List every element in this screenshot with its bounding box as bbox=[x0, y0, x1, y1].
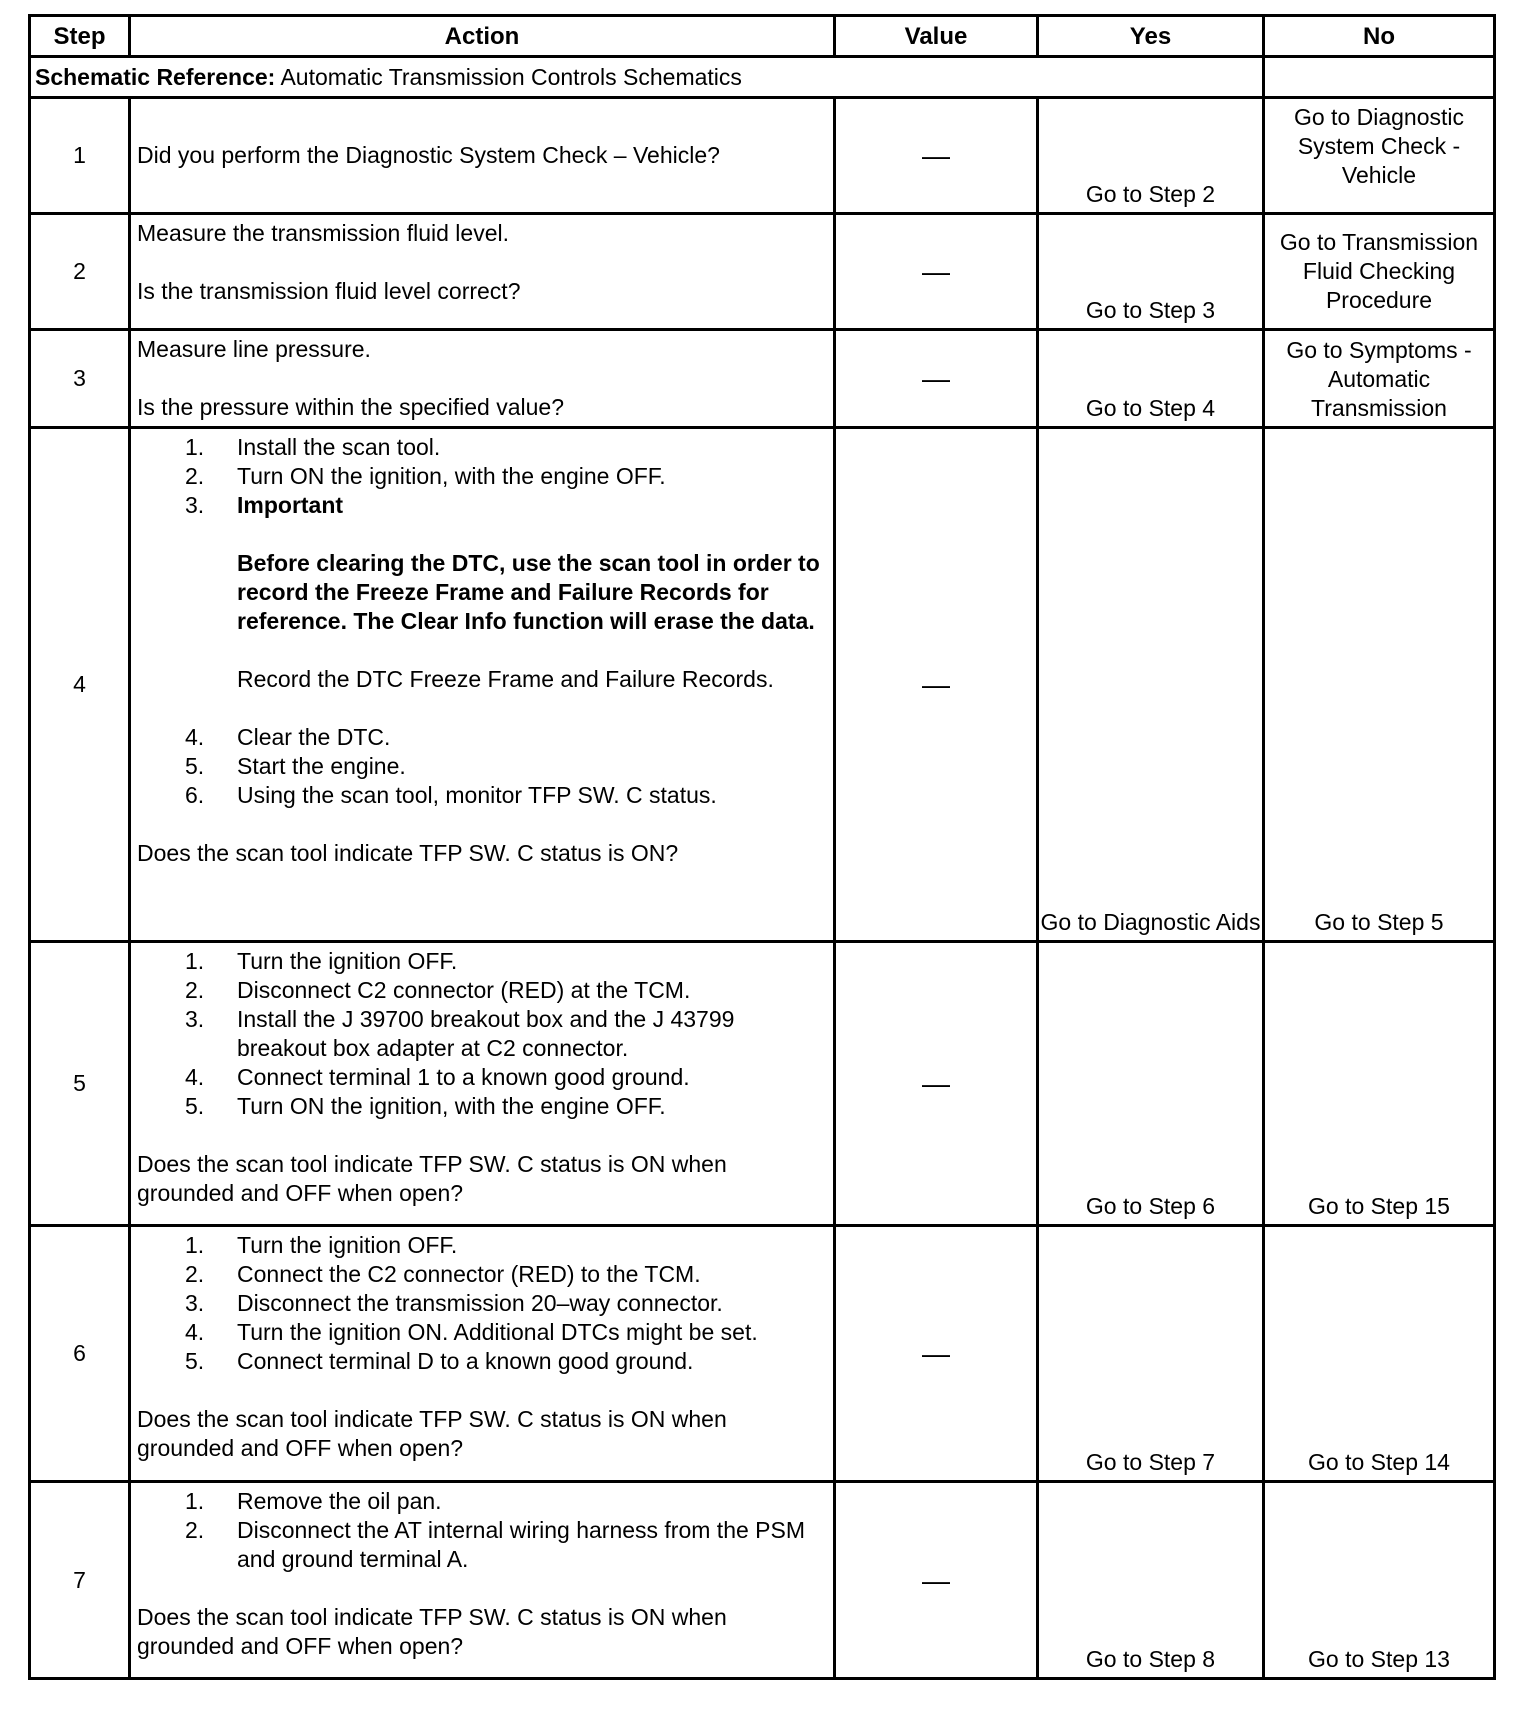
action-steps bbox=[137, 1487, 827, 1574]
action-steps bbox=[137, 947, 827, 1121]
yes-cell: Go to Step 8 bbox=[1038, 1482, 1264, 1679]
list-item-text: Disconnect C2 connector (RED) at the TCM. bbox=[237, 977, 691, 1003]
list-item-text: Install the J 39700 breakout box and the J 43799 breakout box adapter at C2 connector. bbox=[237, 1006, 735, 1061]
list-item: 3. Install the J 39700 breakout box and the J 43799 breakout box adapter at C2 connector. bbox=[185, 1006, 735, 1061]
list-item: 6. Using the scan tool, monitor TFP SW. C status. bbox=[185, 782, 717, 808]
table-row bbox=[30, 98, 1495, 214]
action-question: Does the scan tool indicate TFP SW. C status is ON when grounded and OFF when open? bbox=[137, 1604, 727, 1659]
action-question: Does the scan tool indicate TFP SW. C status is ON when grounded and OFF when open? bbox=[137, 1151, 727, 1206]
value-cell: — bbox=[835, 428, 1038, 942]
list-item-text: Install the scan tool. bbox=[237, 434, 441, 460]
step-number: 3 bbox=[30, 330, 130, 428]
header-yes: Yes bbox=[1038, 16, 1264, 57]
yes-cell: Go to Diagnostic Aids bbox=[1038, 428, 1264, 942]
action-question: Does the scan tool indicate TFP SW. C status is ON? bbox=[137, 840, 679, 866]
step-number: 5 bbox=[30, 942, 130, 1226]
action-steps bbox=[137, 1231, 827, 1376]
list-item: 2. Disconnect the AT internal wiring harness from the PSM and ground terminal A. bbox=[185, 1517, 806, 1572]
no-cell: Go to Step 14 bbox=[1264, 1226, 1495, 1482]
action-intro: Measure the transmission fluid level. bbox=[137, 220, 509, 246]
yes-cell: Go to Step 4 bbox=[1038, 330, 1264, 428]
value-cell: — bbox=[835, 942, 1038, 1226]
value-cell: — bbox=[835, 1482, 1038, 1679]
important-note: Before clearing the DTC, use the scan tool in order to record the Freeze Frame and Failure Records for reference. The Clear Info function will erase the data. bbox=[237, 550, 820, 634]
action-cell bbox=[130, 214, 835, 330]
no-cell: Go to Step 15 bbox=[1264, 942, 1495, 1226]
table-row bbox=[30, 1482, 1495, 1679]
action-steps bbox=[137, 433, 827, 520]
no-cell: Go to Transmission Fluid Checking Procedure bbox=[1264, 214, 1495, 330]
schematic-row bbox=[30, 57, 1495, 98]
schematic-label: Schematic Reference: bbox=[35, 63, 276, 90]
list-item-text: Turn the ignition OFF. bbox=[237, 948, 458, 974]
list-item: 2. Turn ON the ignition, with the engine OFF. bbox=[185, 463, 666, 489]
schematic-reference bbox=[30, 57, 1264, 98]
step-number: 7 bbox=[30, 1482, 130, 1679]
important-title: Important bbox=[237, 492, 344, 518]
list-item-text: Connect terminal 1 to a known good ground. bbox=[237, 1064, 690, 1090]
no-cell: Go to Step 5 bbox=[1264, 428, 1495, 942]
value-cell: — bbox=[835, 98, 1038, 214]
header-action: Action bbox=[130, 16, 835, 57]
header-row bbox=[30, 16, 1495, 57]
list-item: 1. Remove the oil pan. bbox=[185, 1488, 442, 1514]
step-number: 2 bbox=[30, 214, 130, 330]
value-cell: — bbox=[835, 214, 1038, 330]
table-row bbox=[30, 1226, 1495, 1482]
yes-cell: Go to Step 6 bbox=[1038, 942, 1264, 1226]
list-item-text: Turn the ignition OFF. bbox=[237, 1232, 458, 1258]
action-question: Is the pressure within the specified value? bbox=[137, 394, 565, 420]
list-item-text: Connect terminal D to a known good ground. bbox=[237, 1348, 694, 1374]
action-question: Did you perform the Diagnostic System Check – Vehicle? bbox=[137, 142, 720, 168]
yes-cell: Go to Step 7 bbox=[1038, 1226, 1264, 1482]
action-cell bbox=[130, 942, 835, 1226]
list-item: 1. Install the scan tool. bbox=[185, 434, 441, 460]
list-item: 3. Important bbox=[185, 492, 344, 518]
step-number: 1 bbox=[30, 98, 130, 214]
diagnostic-table bbox=[28, 14, 1496, 1680]
header-no: No bbox=[1264, 16, 1495, 57]
action-cell bbox=[130, 1226, 835, 1482]
yes-cell: Go to Step 3 bbox=[1038, 214, 1264, 330]
list-item-text: Disconnect the transmission 20–way connector. bbox=[237, 1290, 723, 1316]
action-cell bbox=[130, 1482, 835, 1679]
action-steps-continued bbox=[137, 723, 827, 810]
list-item: 5. Connect terminal D to a known good ground. bbox=[185, 1348, 694, 1374]
action-question: Does the scan tool indicate TFP SW. C status is ON when grounded and OFF when open? bbox=[137, 1406, 727, 1461]
no-cell: Go to Symptoms - Automatic Transmission bbox=[1264, 330, 1495, 428]
list-item: 2. Disconnect C2 connector (RED) at the TCM. bbox=[185, 977, 691, 1003]
list-item: 5. Turn ON the ignition, with the engine OFF. bbox=[185, 1093, 666, 1119]
action-cell bbox=[130, 98, 835, 214]
table-row bbox=[30, 214, 1495, 330]
list-item: 2. Connect the C2 connector (RED) to the TCM. bbox=[185, 1261, 701, 1287]
table-row bbox=[30, 942, 1495, 1226]
yes-cell: Go to Step 2 bbox=[1038, 98, 1264, 214]
list-item: 3. Disconnect the transmission 20–way connector. bbox=[185, 1290, 723, 1316]
action-cell bbox=[130, 330, 835, 428]
table-row bbox=[30, 330, 1495, 428]
list-item: 5. Start the engine. bbox=[185, 753, 406, 779]
list-item: 1. Turn the ignition OFF. bbox=[185, 948, 458, 974]
list-item-text: Turn ON the ignition, with the engine OFF. bbox=[237, 463, 666, 489]
step-number: 6 bbox=[30, 1226, 130, 1482]
list-item: 1. Turn the ignition OFF. bbox=[185, 1232, 458, 1258]
value-cell: — bbox=[835, 330, 1038, 428]
value-cell: — bbox=[835, 1226, 1038, 1482]
list-item-text: Turn ON the ignition, with the engine OFF. bbox=[237, 1093, 666, 1119]
action-cell bbox=[130, 428, 835, 942]
schematic-text: Automatic Transmission Controls Schematics bbox=[275, 63, 742, 90]
list-item: 4. Clear the DTC. bbox=[185, 724, 391, 750]
list-item-text: Using the scan tool, monitor TFP SW. C status. bbox=[237, 782, 717, 808]
no-cell: Go to Step 13 bbox=[1264, 1482, 1495, 1679]
header-step: Step bbox=[30, 16, 130, 57]
list-item-text: Clear the DTC. bbox=[237, 724, 391, 750]
no-cell: Go to Diagnostic System Check - Vehicle bbox=[1264, 98, 1495, 214]
action-question: Is the transmission fluid level correct? bbox=[137, 278, 521, 304]
list-item-text: Connect the C2 connector (RED) to the TCM. bbox=[237, 1261, 701, 1287]
record-instruction: Record the DTC Freeze Frame and Failure Records. bbox=[237, 666, 774, 692]
list-item-text: Disconnect the AT internal wiring harness from the PSM and ground terminal A. bbox=[237, 1517, 806, 1572]
list-item-text: Remove the oil pan. bbox=[237, 1488, 442, 1514]
list-item-text: Turn the ignition ON. Additional DTCs might be set. bbox=[237, 1319, 758, 1345]
step-number: 4 bbox=[30, 428, 130, 942]
list-item-text: Start the engine. bbox=[237, 753, 406, 779]
header-value: Value bbox=[835, 16, 1038, 57]
list-item: 4. Connect terminal 1 to a known good ground. bbox=[185, 1064, 690, 1090]
table-row bbox=[30, 428, 1495, 942]
list-item: 4. Turn the ignition ON. Additional DTCs might be set. bbox=[185, 1319, 758, 1345]
action-intro: Measure line pressure. bbox=[137, 336, 371, 362]
schematic-empty-cell bbox=[1264, 57, 1495, 98]
